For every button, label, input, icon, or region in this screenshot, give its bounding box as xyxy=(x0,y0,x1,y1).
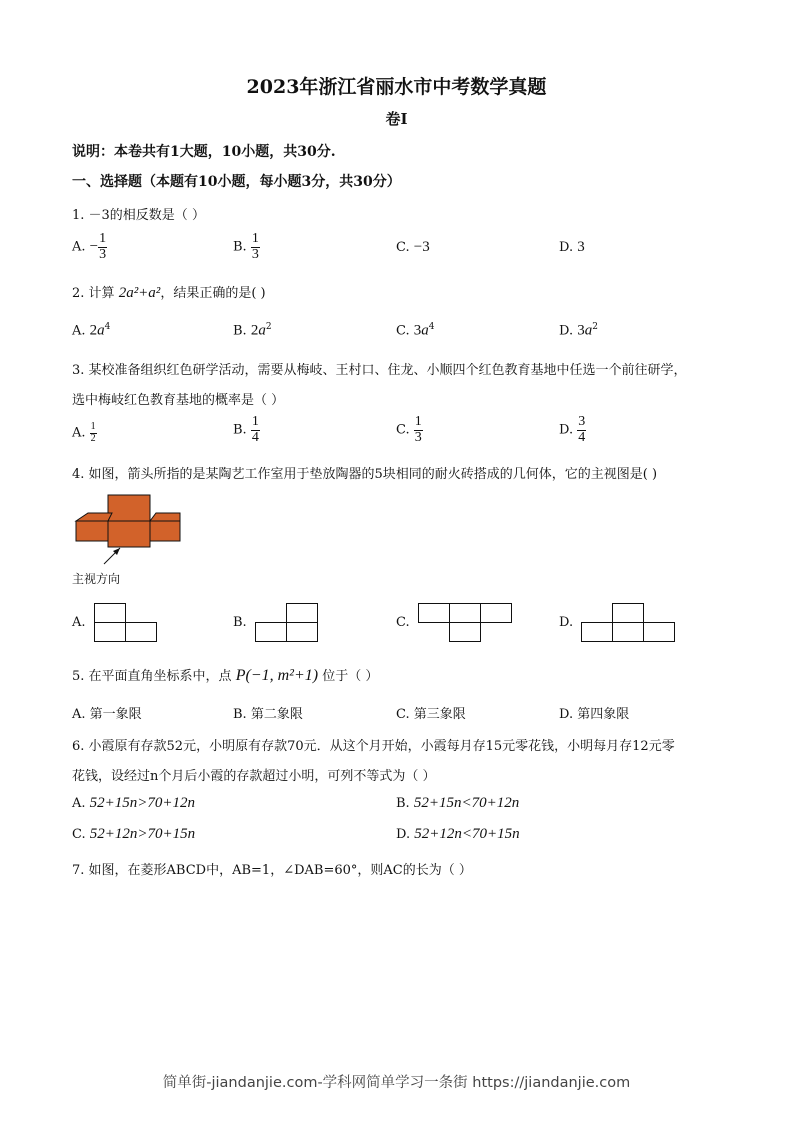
q6-option-c[interactable]: C. 52+12n>70+15n xyxy=(72,826,196,842)
q1-option-c[interactable]: C. −3 xyxy=(396,239,430,255)
brick-stack-figure xyxy=(72,490,187,570)
q4-option-c-label: C. xyxy=(396,615,410,630)
footer-watermark: 简单街-jiandanjie.com-学科网简单学习一条街 https://jiandanjie.com xyxy=(162,1075,631,1091)
brick-front xyxy=(108,521,150,547)
q2-option-b[interactable]: B. $2a^2$ xyxy=(233,322,272,339)
q2-expression: 2a²+a² xyxy=(118,285,161,301)
q1-option-d[interactable]: D. 3 xyxy=(559,239,585,255)
brick-top xyxy=(108,495,150,521)
q5-option-d[interactable]: D. 第四象限 xyxy=(559,707,630,722)
q4-option-d[interactable] xyxy=(581,603,675,642)
q6-option-d[interactable]: D. 52+12n<70+15n xyxy=(396,826,520,842)
q2-stem: 2. 计算 2a²+a²，结果正确的是( ) xyxy=(72,285,266,301)
q5-point: P(−1, m²+1) xyxy=(235,667,319,684)
q1-option-b[interactable]: B. $\frac{1}{3}$ xyxy=(233,231,259,262)
q2-option-c[interactable]: C. $3a^4$ xyxy=(396,322,435,339)
page-title: 2023年浙江省丽水市中考数学真题 xyxy=(246,76,547,98)
q4-option-c[interactable] xyxy=(418,603,512,642)
q5-option-b[interactable]: B. 第二象限 xyxy=(233,707,303,722)
q3-stem-line2: 选中梅岐红色教育基地的概率是（ ） xyxy=(72,393,285,408)
q6-stem-line1: 6. 小霞原有存款52元，小明原有存款70元．从这个月开始，小霞每月存15元零花钱，小明每月存12元零 xyxy=(72,739,675,754)
q4-option-a-label: A. xyxy=(72,615,86,630)
q2-option-d[interactable]: D. $3a^2$ xyxy=(559,322,598,339)
q5-option-a[interactable]: A. 第一象限 xyxy=(72,707,142,722)
q1-option-a[interactable]: A. − $\frac{1}{3}$ xyxy=(72,231,107,262)
q2-option-a[interactable]: A. $2a^4$ xyxy=(72,322,111,339)
volume-label: 卷I xyxy=(385,110,408,128)
q4-option-a[interactable] xyxy=(94,603,158,642)
q3-option-a[interactable]: A. $\frac{1}{2}$ xyxy=(72,421,96,444)
instruction: 说明：本卷共有1大题，10小题，共30分. xyxy=(72,144,336,160)
section-heading: 一、选择题（本题有10小题，每小题3分，共30分） xyxy=(72,174,401,190)
q7-stem: 7. 如图，在菱形ABCD中，AB=1，∠DAB=60°，则AC的长为（ ） xyxy=(72,863,472,878)
q4-option-b-label: B. xyxy=(233,615,247,630)
figure-caption: 主视方向 xyxy=(72,572,121,586)
q5-option-c[interactable]: C. 第三象限 xyxy=(396,707,466,722)
q4-option-d-label: D. xyxy=(559,615,574,630)
q3-stem-line1: 3. 某校准备组织红色研学活动，需要从梅岐、王村口、住龙、小顺四个红色教育基地中任选一个前往研学， xyxy=(72,363,687,378)
q3-option-c[interactable]: C. $\frac{1}{3}$ xyxy=(396,414,422,445)
q3-option-d[interactable]: D. $\frac{3}{4}$ xyxy=(559,414,586,445)
q1-stem: 1. －3的相反数是（ ） xyxy=(72,208,205,223)
q6-option-a[interactable]: A. 52+15n>70+12n xyxy=(72,795,196,811)
brick-right-top xyxy=(150,513,180,521)
q3-option-b[interactable]: B. $\frac{1}{4}$ xyxy=(233,414,259,445)
q5-stem: 5. 在平面直角坐标系中，点 P(−1, m²+1) 位于（ ） xyxy=(72,667,379,684)
q4-option-b[interactable] xyxy=(255,603,319,642)
q6-option-b[interactable]: B. 52+15n<70+12n xyxy=(396,795,520,811)
brick-left xyxy=(76,521,112,541)
q6-stem-line2: 花钱，设经过n个月后小霞的存款超过小明，可列不等式为（ ） xyxy=(72,769,436,784)
brick-left-top xyxy=(76,513,112,521)
q4-stem: 4. 如图，箭头所指的是某陶艺工作室用于垫放陶器的5块相同的耐火砖搭成的几何体，它的主视图是( ) xyxy=(72,467,658,482)
